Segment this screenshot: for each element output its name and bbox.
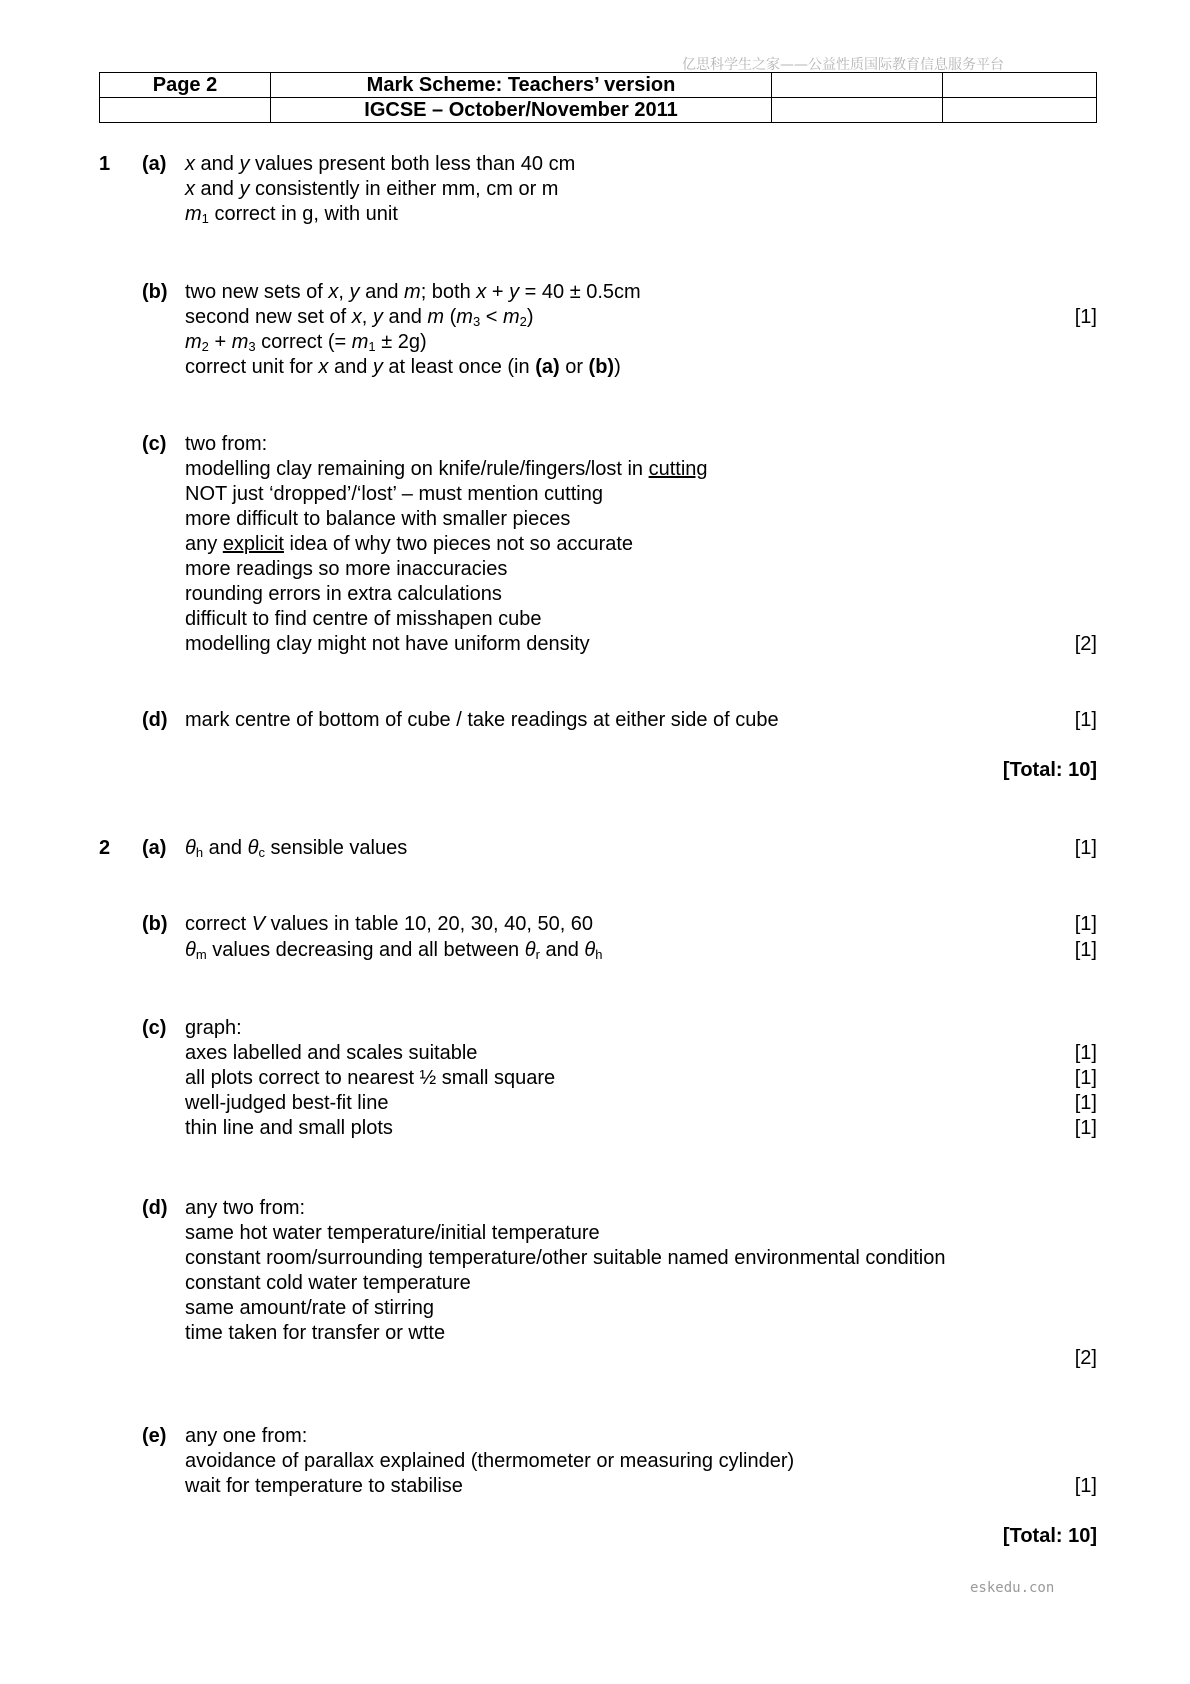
- q2c-line: well-judged best-fit line: [185, 1092, 389, 1114]
- header-table: [99, 72, 1097, 123]
- q2b-label: (b): [142, 913, 168, 935]
- q2d-line: constant cold water temperature: [185, 1272, 471, 1294]
- q1a-line-3: $m_1$ correct in g, with unit: [185, 203, 398, 226]
- q1c-label: (c): [142, 433, 167, 455]
- q2d-label: (d): [142, 1197, 168, 1219]
- watermark-top: 亿思科学生之家——公益性质国际教育信息服务平台: [682, 57, 1004, 73]
- q1c-line: NOT just ‘dropped’/‘lost’ – must mention cutting: [185, 483, 603, 505]
- q2b-mark: [1]: [1074, 913, 1097, 935]
- q2c-line: thin line and small plots: [185, 1117, 393, 1139]
- header-empty-cell: [943, 73, 1097, 98]
- question-1-number: 1: [99, 153, 111, 175]
- q2c-label: (c): [142, 1017, 167, 1039]
- q1b-mark: [1]: [1074, 306, 1097, 328]
- q2b-mark: [1]: [1074, 939, 1097, 961]
- q2c-mark: [1]: [1074, 1092, 1097, 1114]
- q1a-line-2: x and y consistently in either mm, cm or m: [185, 178, 559, 200]
- q2e-label: (e): [142, 1425, 167, 1447]
- mark-scheme-title: Mark Scheme: Teachers’ version: [271, 73, 772, 98]
- q1c-line: more readings so more inaccuracies: [185, 558, 508, 580]
- q1c-line: more difficult to balance with smaller pieces: [185, 508, 571, 530]
- q1c-line: two from:: [185, 433, 268, 455]
- q2c-line: axes labelled and scales suitable: [185, 1042, 478, 1064]
- q2c-line: all plots correct to nearest ½ small square: [185, 1067, 556, 1089]
- q1b-line-3: $m_2 + m_3$ correct (= $m_1 \pm 2g$): [185, 331, 427, 354]
- header-empty-cell: [100, 98, 271, 123]
- q2a-mark: [1]: [1074, 837, 1097, 859]
- q2b-line-2: $\theta_m$ values decreasing and all between $\theta_r$ and $\theta_h$: [185, 939, 603, 962]
- watermark-bottom: eskedu.con: [970, 1580, 1055, 1596]
- q2-total: [Total: 10]: [1002, 1525, 1097, 1547]
- q1a-label: (a): [142, 153, 167, 175]
- header-empty-cell: [772, 98, 943, 123]
- q2d-line: same amount/rate of stirring: [185, 1297, 434, 1319]
- q2d-line: same hot water temperature/initial temperature: [185, 1222, 600, 1244]
- question-2-number: 2: [99, 837, 111, 859]
- header-empty-cell: [943, 98, 1097, 123]
- header-empty-cell: [772, 73, 943, 98]
- q1c-line: modelling clay remaining on knife/rule/fingers/lost in cutting: [185, 458, 708, 480]
- q1b-line-2: second new set of x, y and m $(m_3 < m_2)$: [185, 306, 534, 329]
- q2c-line: graph:: [185, 1017, 242, 1039]
- q2b-line-1: correct V values in table 10, 20, 30, 40, 50, 60: [185, 913, 594, 935]
- q1b-label: (b): [142, 281, 168, 303]
- q1c-line: any explicit idea of why two pieces not so accurate: [185, 533, 634, 555]
- q2e-line: avoidance of parallax explained (thermometer or measuring cylinder): [185, 1450, 795, 1472]
- q1b-line-4: correct unit for x and y at least once (in (a) or (b)): [185, 356, 621, 378]
- q1-total: [Total: 10]: [1002, 759, 1097, 781]
- q2e-line: wait for temperature to stabilise: [185, 1475, 463, 1497]
- exam-session: IGCSE – October/November 2011: [271, 98, 772, 123]
- q1a-line-1: x and y values present both less than 40 cm: [185, 153, 576, 175]
- q2e-mark: [1]: [1074, 1475, 1097, 1497]
- q1c-line: rounding errors in extra calculations: [185, 583, 502, 605]
- q2d-line: constant room/surrounding temperature/other suitable named environmental condition: [185, 1247, 946, 1269]
- q1d-label: (d): [142, 709, 168, 731]
- q2e-line: any one from:: [185, 1425, 308, 1447]
- q2a-text: $\theta_h$ and $\theta_c$ sensible values: [185, 837, 408, 860]
- q2d-mark: [2]: [1074, 1347, 1097, 1369]
- q2d-line: time taken for transfer or wtte: [185, 1322, 446, 1344]
- q1d-text: mark centre of bottom of cube / take readings at either side of cube: [185, 709, 779, 731]
- q1c-line: difficult to find centre of misshapen cube: [185, 608, 542, 630]
- q1d-mark: [1]: [1074, 709, 1097, 731]
- q1b-line-1: two new sets of x, y and m; both x + y = 40 ± 0.5cm: [185, 281, 641, 303]
- q2c-mark: [1]: [1074, 1042, 1097, 1064]
- q1c-line: modelling clay might not have uniform density: [185, 633, 590, 655]
- q2c-mark: [1]: [1074, 1067, 1097, 1089]
- q1c-mark: [2]: [1074, 633, 1097, 655]
- q2d-line: any two from:: [185, 1197, 306, 1219]
- q2c-mark: [1]: [1074, 1117, 1097, 1139]
- q2a-label: (a): [142, 837, 167, 859]
- page-number: Page 2: [100, 73, 271, 98]
